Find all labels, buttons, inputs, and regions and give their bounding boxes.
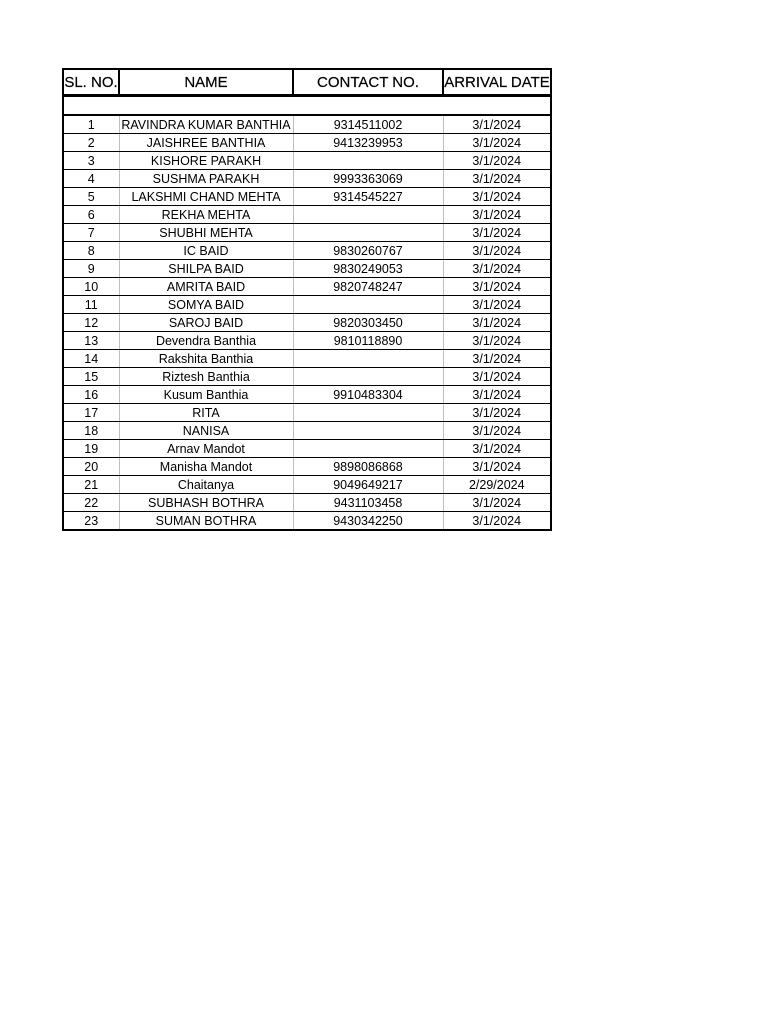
cell-contact-no (293, 350, 443, 368)
cell-sl-no: 17 (63, 404, 119, 422)
header-arrival-date: ARRIVAL DATE (443, 69, 551, 96)
cell-sl-no: 22 (63, 494, 119, 512)
cell-sl-no: 1 (63, 115, 119, 134)
cell-arrival-date: 3/1/2024 (443, 224, 551, 242)
table-row (63, 422, 551, 440)
cell-name: Kusum Banthia (119, 386, 293, 404)
cell-sl-no: 6 (63, 206, 119, 224)
cell-sl-no: 11 (63, 296, 119, 314)
cell-name: SHUBHI MEHTA (119, 224, 293, 242)
table-row (63, 170, 551, 188)
table-row (63, 476, 551, 494)
cell-name: REKHA MEHTA (119, 206, 293, 224)
cell-sl-no: 9 (63, 260, 119, 278)
cell-name: SUSHMA PARAKH (119, 170, 293, 188)
cell-arrival-date: 3/1/2024 (443, 422, 551, 440)
cell-arrival-date: 3/1/2024 (443, 152, 551, 170)
table-row (63, 404, 551, 422)
table-row (63, 206, 551, 224)
cell-arrival-date: 3/1/2024 (443, 188, 551, 206)
cell-contact-no (293, 404, 443, 422)
cell-name: NANISA (119, 422, 293, 440)
table-row (63, 458, 551, 476)
cell-sl-no: 5 (63, 188, 119, 206)
cell-sl-no: 7 (63, 224, 119, 242)
cell-contact-no: 9314545227 (293, 188, 443, 206)
table-row (63, 115, 551, 134)
cell-name: SAROJ BAID (119, 314, 293, 332)
table-row (63, 224, 551, 242)
cell-contact-no: 9430342250 (293, 512, 443, 531)
table-row (63, 152, 551, 170)
cell-contact-no: 9830260767 (293, 242, 443, 260)
table-row (63, 386, 551, 404)
table-row (63, 242, 551, 260)
table-row (63, 134, 551, 152)
cell-arrival-date: 3/1/2024 (443, 494, 551, 512)
table-row (63, 512, 551, 531)
cell-sl-no: 21 (63, 476, 119, 494)
table-row (63, 368, 551, 386)
cell-arrival-date: 3/1/2024 (443, 368, 551, 386)
cell-arrival-date: 3/1/2024 (443, 404, 551, 422)
cell-arrival-date: 3/1/2024 (443, 206, 551, 224)
cell-sl-no: 3 (63, 152, 119, 170)
header-contact-no: CONTACT NO. (293, 69, 443, 96)
cell-arrival-date: 3/1/2024 (443, 296, 551, 314)
cell-name: Chaitanya (119, 476, 293, 494)
cell-arrival-date: 3/1/2024 (443, 314, 551, 332)
cell-arrival-date: 3/1/2024 (443, 332, 551, 350)
cell-contact-no: 9431103458 (293, 494, 443, 512)
cell-arrival-date: 3/1/2024 (443, 440, 551, 458)
cell-arrival-date: 3/1/2024 (443, 242, 551, 260)
cell-contact-no (293, 152, 443, 170)
table-row (63, 296, 551, 314)
cell-contact-no (293, 224, 443, 242)
cell-sl-no: 10 (63, 278, 119, 296)
table-row (63, 494, 551, 512)
table-body (63, 96, 551, 531)
cell-name: SUMAN BOTHRA (119, 512, 293, 531)
cell-contact-no: 9810118890 (293, 332, 443, 350)
blank-spacer-row (63, 96, 551, 116)
cell-arrival-date: 3/1/2024 (443, 170, 551, 188)
header-name: NAME (119, 69, 293, 96)
cell-name: KISHORE PARAKH (119, 152, 293, 170)
cell-sl-no: 16 (63, 386, 119, 404)
cell-arrival-date: 2/29/2024 (443, 476, 551, 494)
table-row (63, 188, 551, 206)
cell-name: RAVINDRA KUMAR BANTHIA (119, 115, 293, 134)
cell-arrival-date: 3/1/2024 (443, 260, 551, 278)
guest-arrival-table (62, 68, 552, 531)
cell-name: JAISHREE BANTHIA (119, 134, 293, 152)
cell-name: LAKSHMI CHAND MEHTA (119, 188, 293, 206)
table-row (63, 440, 551, 458)
cell-contact-no: 9830249053 (293, 260, 443, 278)
cell-arrival-date: 3/1/2024 (443, 458, 551, 476)
cell-name: Riztesh Banthia (119, 368, 293, 386)
cell-contact-no: 9993363069 (293, 170, 443, 188)
cell-contact-no (293, 368, 443, 386)
cell-name: Rakshita Banthia (119, 350, 293, 368)
cell-contact-no: 9820748247 (293, 278, 443, 296)
table-row (63, 350, 551, 368)
cell-name: AMRITA BAID (119, 278, 293, 296)
table-row (63, 260, 551, 278)
cell-sl-no: 12 (63, 314, 119, 332)
cell-name: SUBHASH BOTHRA (119, 494, 293, 512)
cell-name: IC BAID (119, 242, 293, 260)
cell-sl-no: 4 (63, 170, 119, 188)
cell-sl-no: 18 (63, 422, 119, 440)
cell-sl-no: 23 (63, 512, 119, 531)
cell-contact-no (293, 422, 443, 440)
cell-sl-no: 15 (63, 368, 119, 386)
cell-arrival-date: 3/1/2024 (443, 134, 551, 152)
cell-name: Devendra Banthia (119, 332, 293, 350)
cell-contact-no: 9314511002 (293, 115, 443, 134)
cell-contact-no (293, 296, 443, 314)
cell-contact-no: 9820303450 (293, 314, 443, 332)
table-row (63, 332, 551, 350)
cell-arrival-date: 3/1/2024 (443, 278, 551, 296)
cell-contact-no (293, 206, 443, 224)
cell-sl-no: 13 (63, 332, 119, 350)
cell-contact-no: 9910483304 (293, 386, 443, 404)
table-row (63, 314, 551, 332)
cell-name: SOMYA BAID (119, 296, 293, 314)
cell-name: RITA (119, 404, 293, 422)
cell-sl-no: 19 (63, 440, 119, 458)
cell-name: Manisha Mandot (119, 458, 293, 476)
blank-spacer-cell (63, 96, 551, 116)
cell-contact-no: 9898086868 (293, 458, 443, 476)
cell-sl-no: 20 (63, 458, 119, 476)
guest-list-sheet (62, 68, 550, 531)
cell-arrival-date: 3/1/2024 (443, 350, 551, 368)
cell-arrival-date: 3/1/2024 (443, 512, 551, 531)
table-row (63, 278, 551, 296)
cell-sl-no: 2 (63, 134, 119, 152)
cell-contact-no (293, 440, 443, 458)
cell-arrival-date: 3/1/2024 (443, 386, 551, 404)
cell-arrival-date: 3/1/2024 (443, 115, 551, 134)
cell-sl-no: 8 (63, 242, 119, 260)
table-header-row (63, 69, 551, 96)
cell-name: Arnav Mandot (119, 440, 293, 458)
cell-sl-no: 14 (63, 350, 119, 368)
cell-contact-no: 9413239953 (293, 134, 443, 152)
cell-name: SHILPA BAID (119, 260, 293, 278)
cell-contact-no: 9049649217 (293, 476, 443, 494)
header-sl-no: SL. NO. (63, 69, 119, 96)
